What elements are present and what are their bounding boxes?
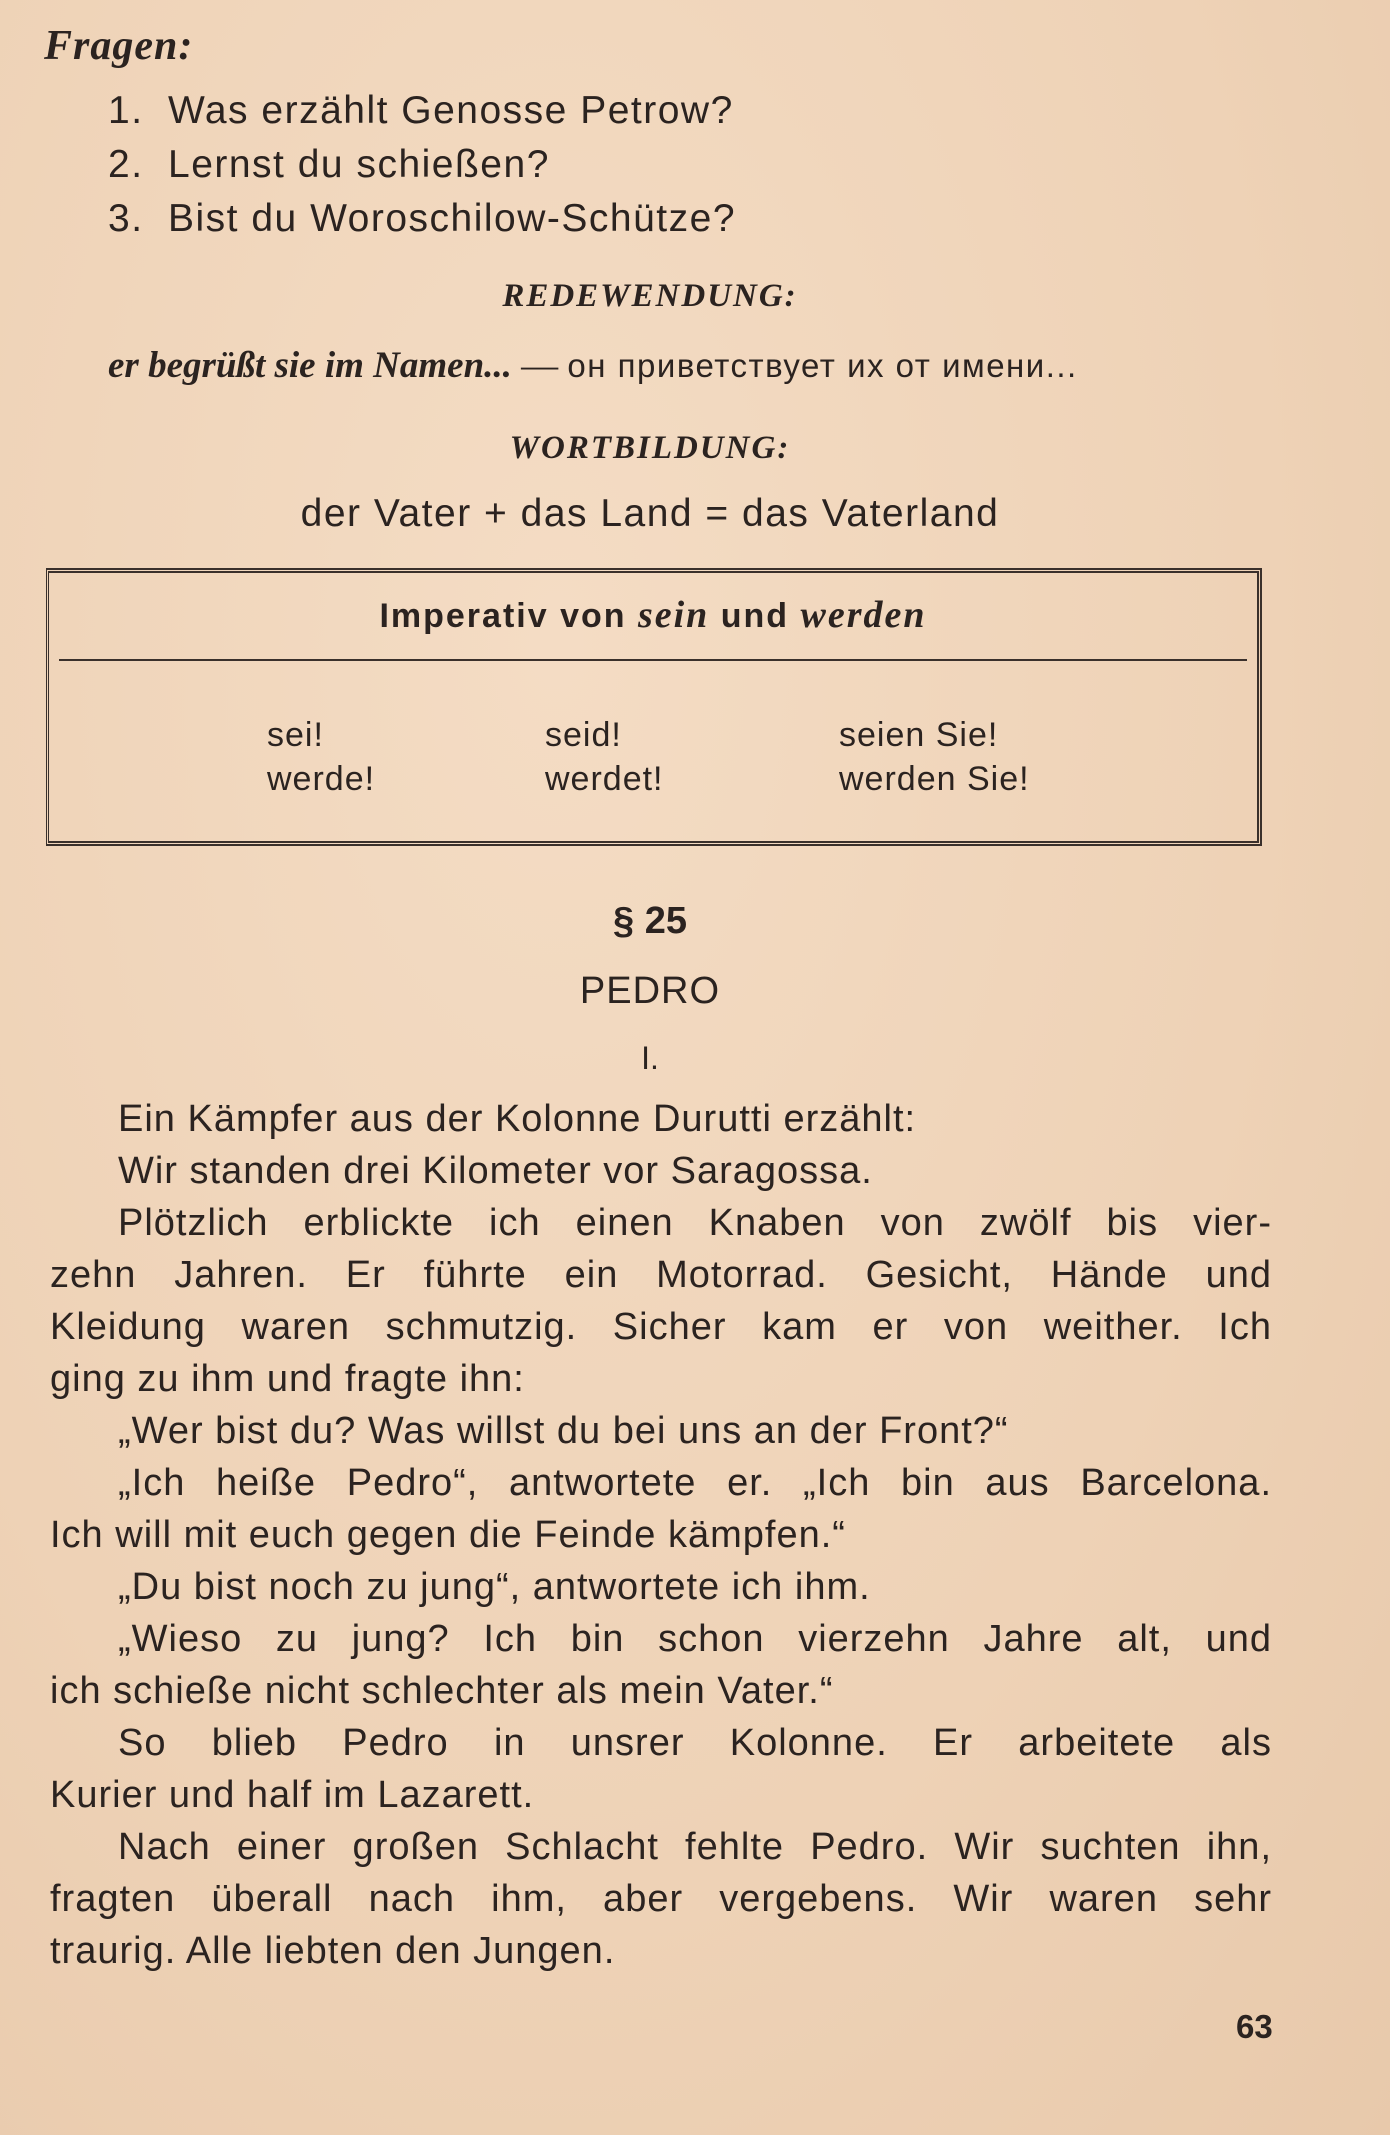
imperativ-title-prefix: Imperativ von bbox=[379, 597, 638, 635]
imperativ-word-werden: werden bbox=[800, 594, 927, 636]
imperativ-column-ihr bbox=[545, 713, 664, 801]
question-text: Lernst du schießen? bbox=[168, 143, 550, 186]
story-line: ging zu ihm und fragte ihn: bbox=[50, 1358, 525, 1400]
redewendung-russian: он приветствует их от имени... bbox=[567, 347, 1078, 384]
story-line: Nach einer großen Schlacht fehlte Pedro. Wir suchten ihn, bbox=[118, 1826, 1272, 1868]
question-number: 3. bbox=[108, 197, 144, 240]
imperativ-form: seien Sie! bbox=[839, 716, 999, 754]
paragraph-number: § 25 bbox=[613, 900, 687, 942]
redewendung-heading: REDEWENDUNG: bbox=[502, 278, 798, 314]
fragen-title: Fragen: bbox=[44, 23, 194, 69]
story-line: Ich will mit euch gegen die Feinde kämpfen.“ bbox=[50, 1514, 846, 1556]
story-line: „Wieso zu jung? Ich bin schon vierzehn Jahre alt, und bbox=[118, 1618, 1272, 1660]
story-line: „Ich heiße Pedro“, antwortete er. „Ich bin aus Barcelona. bbox=[118, 1462, 1272, 1504]
story-line: Kurier und half im Lazarett. bbox=[50, 1774, 535, 1816]
story-line: Wir standen drei Kilometer vor Saragossa. bbox=[118, 1150, 873, 1192]
question-number: 2. bbox=[108, 143, 144, 186]
story-line: Kleidung waren schmutzig. Sicher kam er von weither. Ich bbox=[50, 1306, 1272, 1348]
redewendung-line bbox=[108, 344, 1078, 387]
imperativ-table bbox=[46, 568, 1262, 846]
imperativ-column-du bbox=[267, 713, 375, 801]
imperativ-divider bbox=[59, 659, 1247, 661]
story-line: So blieb Pedro in unsrer Kolonne. Er arbeitete als bbox=[118, 1722, 1272, 1764]
story-line: traurig. Alle liebten den Jungen. bbox=[50, 1930, 616, 1972]
imperativ-column-sie bbox=[839, 713, 1030, 801]
question-item bbox=[108, 84, 736, 138]
question-number: 1. bbox=[108, 89, 144, 132]
page-number: 63 bbox=[1236, 2008, 1273, 2045]
story-line: „Du bist noch zu jung“, antwortete ich ihm. bbox=[118, 1566, 871, 1608]
story-line: zehn Jahren. Er führte ein Motorrad. Gesicht, Hände und bbox=[50, 1254, 1272, 1296]
question-item bbox=[108, 138, 736, 192]
imperativ-form: werden Sie! bbox=[839, 760, 1030, 798]
story-line: „Wer bist du? Was willst du bei uns an der Front?“ bbox=[118, 1410, 1009, 1452]
imperativ-word-sein: sein bbox=[637, 594, 710, 636]
imperativ-form: seid! bbox=[545, 716, 622, 754]
lesson-title: PEDRO bbox=[579, 970, 721, 1012]
imperativ-form: werdet! bbox=[545, 760, 664, 798]
lesson-part-number: I. bbox=[641, 1040, 659, 1076]
question-text: Bist du Woroschilow-Schütze? bbox=[168, 197, 737, 240]
redewendung-separator: — bbox=[511, 345, 568, 386]
wortbildung-heading: WORTBILDUNG: bbox=[509, 430, 791, 466]
question-list bbox=[108, 84, 736, 246]
story-line: ich schieße nicht schlechter als mein Vater.“ bbox=[50, 1670, 834, 1712]
question-text: Was erzählt Genosse Petrow? bbox=[168, 89, 734, 132]
imperativ-title-mid: und bbox=[709, 597, 801, 635]
story-line: fragten überall nach ihm, aber vergebens. Wir waren sehr bbox=[50, 1878, 1272, 1920]
imperativ-title bbox=[49, 593, 1257, 637]
wortbildung-formula: der Vater + das Land = das Vaterland bbox=[300, 492, 1000, 535]
redewendung-german: er begrüßt sie im Namen... bbox=[108, 345, 512, 386]
story-line: Ein Kämpfer aus der Kolonne Durutti erzählt: bbox=[118, 1098, 917, 1140]
imperativ-form: werde! bbox=[267, 760, 376, 798]
question-item bbox=[108, 192, 736, 246]
imperativ-form: sei! bbox=[267, 716, 324, 754]
story-line: Plötzlich erblickte ich einen Knaben von zwölf bis vier- bbox=[118, 1202, 1272, 1244]
